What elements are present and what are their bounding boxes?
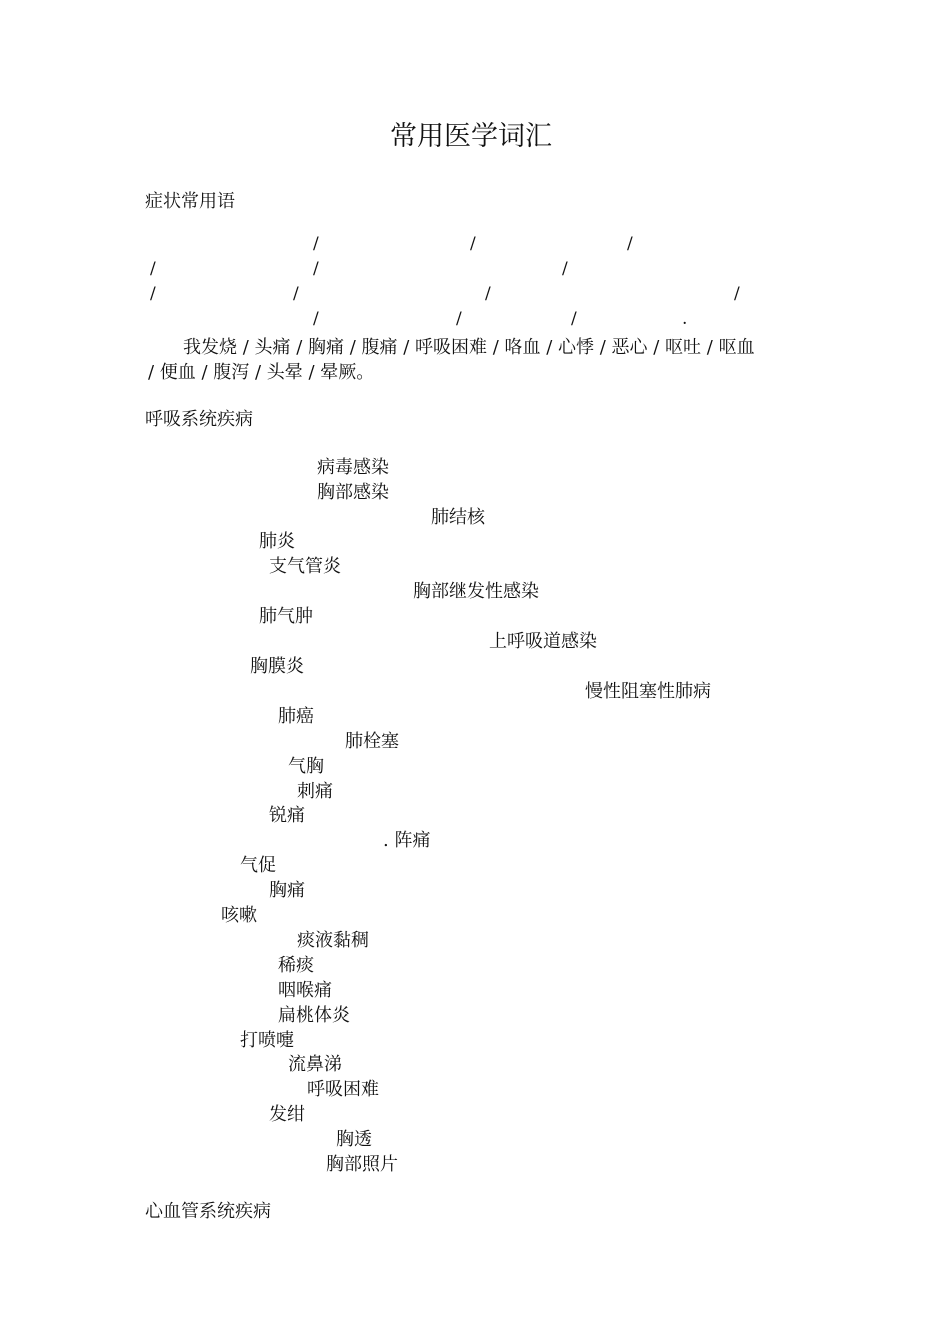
separator-mark: / [150, 284, 156, 304]
symptom-sentence-line-1: 我发烧 / 头痛 / 胸痛 / 腹痛 / 呼吸困难 / 咯血 / 心悸 / 恶心 / 呕吐 / 呕血 [183, 337, 755, 358]
list-item: 肺癌 [278, 706, 314, 727]
list-item: 咳嗽 [221, 905, 257, 926]
list-item: 肺结核 [431, 507, 485, 528]
separator-mark: / [571, 309, 577, 329]
page-title: 常用医学词汇 [390, 121, 552, 152]
section-heading-symptoms: 症状常用语 [145, 191, 235, 212]
separator-mark: / [456, 309, 462, 329]
period-mark: . [682, 309, 688, 329]
separator-mark: / [734, 284, 740, 304]
list-item: 胸部照片 [326, 1154, 398, 1175]
separator-mark: / [150, 259, 156, 279]
list-item: 流鼻涕 [288, 1054, 342, 1075]
section-heading-cardiovascular: 心血管系统疾病 [145, 1201, 271, 1222]
section-heading-respiratory: 呼吸系统疾病 [145, 409, 253, 430]
list-item: 上呼吸道感染 [489, 631, 597, 652]
separator-mark: / [313, 234, 319, 254]
list-item: 胸部感染 [317, 482, 389, 503]
list-item: 锐痛 [269, 805, 305, 826]
list-item: 气胸 [288, 756, 324, 777]
list-item: 稀痰 [278, 955, 314, 976]
list-item: 胸膜炎 [250, 656, 304, 677]
list-item: 胸部继发性感染 [413, 581, 539, 602]
separator-mark: / [485, 284, 491, 304]
list-item: 肺炎 [259, 531, 295, 552]
separator-mark: / [470, 234, 476, 254]
list-item: 刺痛 [297, 781, 333, 802]
list-item: 打喷嚏 [240, 1030, 294, 1051]
separator-mark: / [313, 259, 319, 279]
list-item: 胸透 [336, 1129, 372, 1150]
list-item: 呼吸困难 [307, 1079, 379, 1100]
list-item: 肺气肿 [259, 606, 313, 627]
list-item: 痰液黏稠 [297, 930, 369, 951]
list-item: 肺栓塞 [345, 731, 399, 752]
list-item: . 阵痛 [383, 830, 431, 851]
list-item: 慢性阻塞性肺病 [585, 681, 711, 702]
symptom-sentence-line-2: / 便血 / 腹泻 / 头晕 / 晕厥。 [148, 362, 375, 383]
separator-mark: / [627, 234, 633, 254]
list-item: 病毒感染 [317, 457, 389, 478]
list-item: 咽喉痛 [278, 980, 332, 1001]
separator-mark: / [293, 284, 299, 304]
list-item: 扁桃体炎 [278, 1005, 350, 1026]
list-item: 胸痛 [269, 880, 305, 901]
separator-mark: / [313, 309, 319, 329]
list-item: 支气管炎 [269, 556, 341, 577]
separator-mark: / [562, 259, 568, 279]
list-item: 气促 [240, 855, 276, 876]
list-item: 发绀 [269, 1104, 305, 1125]
